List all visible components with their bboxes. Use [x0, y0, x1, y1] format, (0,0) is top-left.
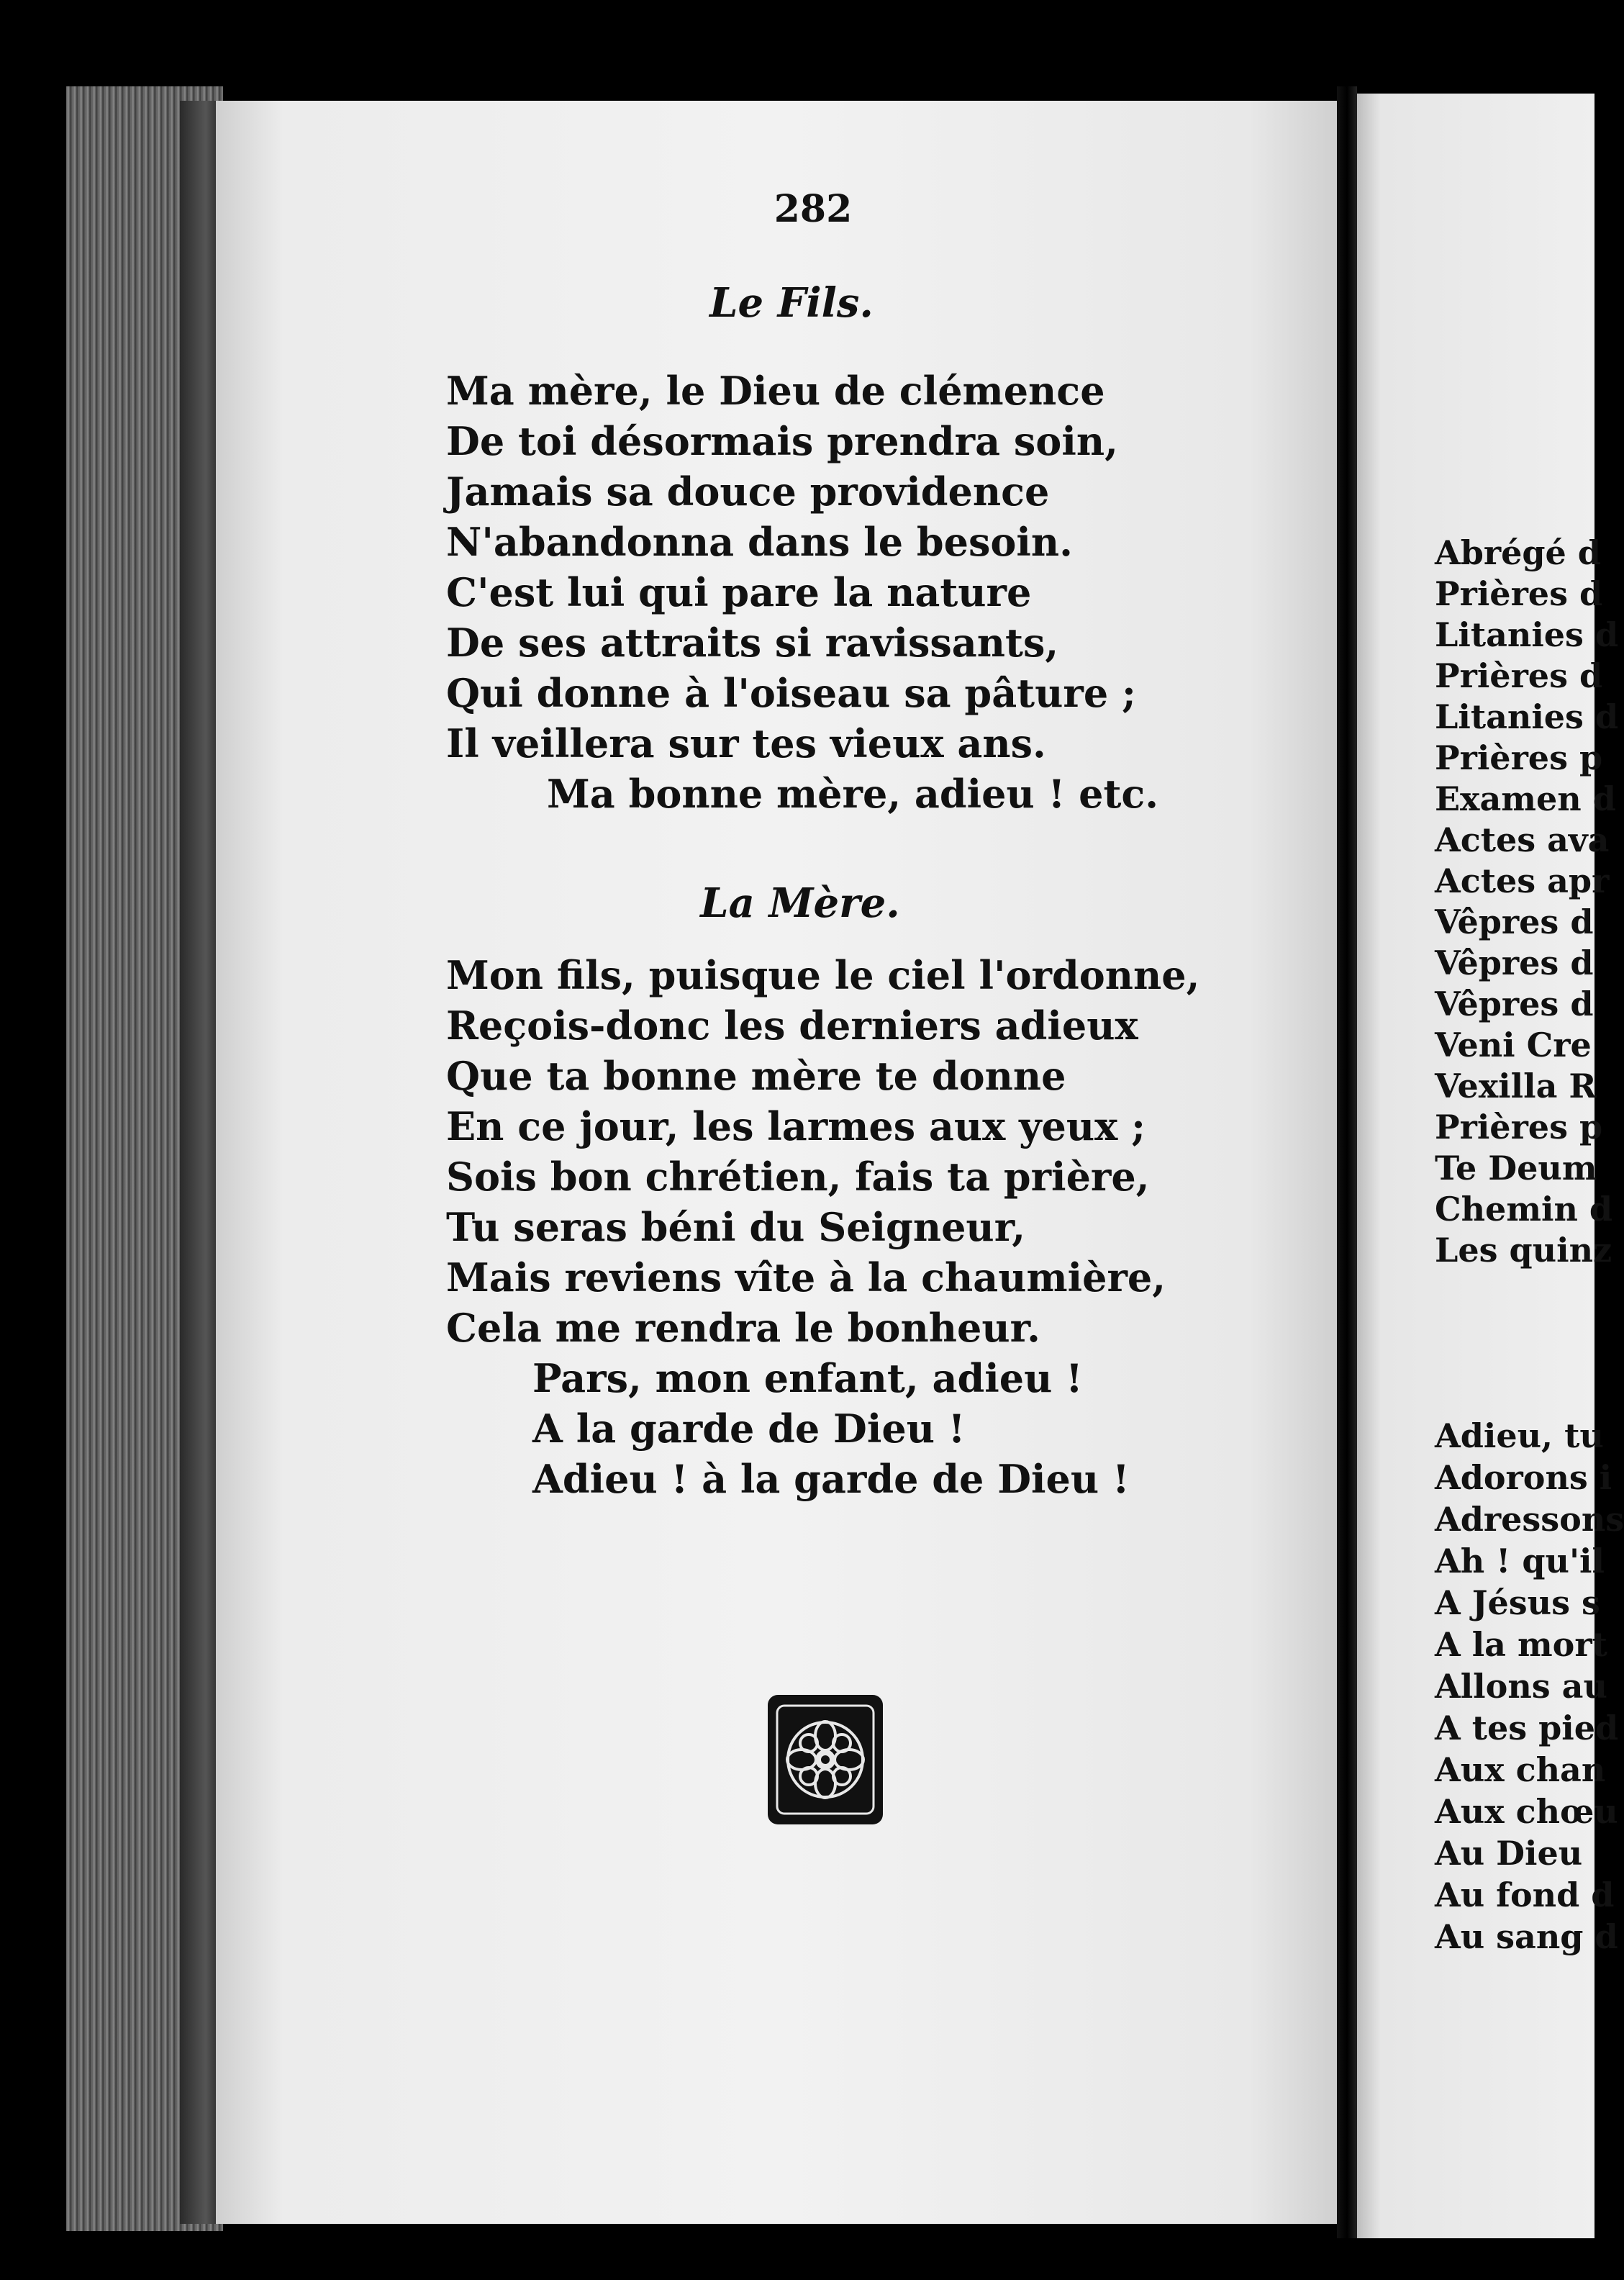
verse-line: Tu seras béni du Seigneur,	[446, 1204, 1026, 1250]
toc-entry: Ah ! qu'il	[1435, 1542, 1605, 1580]
verse-line: Que ta bonne mère te donne	[446, 1053, 1066, 1099]
toc-entry: Prières p	[1435, 1108, 1603, 1146]
toc-entry: Prières p	[1435, 738, 1603, 777]
heading-la-mere: La Mère.	[700, 879, 900, 927]
toc-entry: Vêpres d	[1435, 902, 1594, 941]
toc-entry: Adieu, tu	[1435, 1416, 1604, 1455]
toc-entry: Adorons i	[1435, 1458, 1612, 1497]
toc-entry: Au fond d	[1435, 1876, 1615, 1914]
toc-entry: Abrégé d	[1435, 533, 1601, 572]
toc-entry: A la mort	[1435, 1625, 1607, 1664]
toc-entry: Vêpres d	[1435, 985, 1594, 1023]
toc-entry: Chemin d	[1435, 1190, 1613, 1229]
verse-line: Sois bon chrétien, fais ta prière,	[446, 1154, 1150, 1200]
toc-entry: Prières d	[1435, 656, 1603, 695]
verse-line: Il veillera sur tes vieux ans.	[446, 720, 1046, 766]
refrain-line: Adieu ! à la garde de Dieu !	[532, 1456, 1130, 1502]
refrain-line: Pars, mon enfant, adieu !	[532, 1355, 1083, 1401]
verse-line: Mais reviens vîte à la chaumière,	[446, 1254, 1166, 1300]
toc-entry: Allons au	[1435, 1667, 1607, 1706]
toc-entry: Te Deum	[1435, 1149, 1597, 1188]
toc-entry: Au Dieu	[1435, 1834, 1583, 1873]
verse-line: Mon fils, puisque le ciel l'ordonne,	[446, 952, 1200, 998]
verse-le-fils	[446, 366, 1158, 819]
verse-line: Qui donne à l'oiseau sa pâture ;	[446, 670, 1136, 716]
right-page-lower-list	[1435, 1415, 1624, 1958]
verse-line: Reçois-donc les derniers adieux	[446, 1003, 1138, 1049]
verse-line: C'est lui qui pare la nature	[446, 569, 1032, 615]
toc-entry: Veni Cre	[1435, 1026, 1592, 1064]
refrain-line: A la garde de Dieu !	[532, 1406, 966, 1452]
toc-entry: Les quinz	[1435, 1231, 1612, 1270]
verse-la-mere	[446, 950, 1199, 1504]
toc-entry: Actes ava	[1435, 820, 1610, 859]
toc-entry: A tes pied	[1435, 1709, 1619, 1747]
verse-line: En ce jour, les larmes aux yeux ;	[446, 1103, 1146, 1149]
toc-entry: Aux chœu	[1435, 1792, 1618, 1831]
toc-entry: Vêpres d	[1435, 944, 1594, 982]
toc-entry: Vexilla R	[1435, 1067, 1597, 1105]
verse-line: Jamais sa douce providence	[446, 469, 1050, 515]
verse-line: De toi désormais prendra soin,	[446, 418, 1118, 464]
toc-entry: Litanies d	[1435, 697, 1619, 736]
verse-line: De ses attraits si ravissants,	[446, 620, 1059, 666]
toc-entry: Prières d	[1435, 574, 1603, 613]
book-gutter	[1337, 86, 1357, 2238]
rosette-ornament-icon	[764, 1691, 886, 1828]
toc-entry: A Jésus s	[1435, 1583, 1600, 1622]
toc-entry: Actes apr	[1435, 861, 1610, 900]
toc-entry: Aux chan	[1435, 1750, 1606, 1789]
heading-le-fils: Le Fils.	[709, 279, 874, 327]
verse-line: Cela me rendra le bonheur.	[446, 1305, 1040, 1351]
verse-line: N'abandonna dans le besoin.	[446, 519, 1073, 565]
toc-entry: Litanies d	[1435, 615, 1619, 654]
page-number: 282	[774, 187, 853, 231]
right-page-upper-list	[1435, 533, 1618, 1271]
toc-entry: Au sang d	[1435, 1917, 1618, 1956]
toc-entry: Adressons	[1435, 1500, 1624, 1539]
refrain-line: Ma bonne mère, adieu ! etc.	[547, 771, 1159, 817]
toc-entry: Examen d	[1435, 779, 1616, 818]
verse-line: Ma mère, le Dieu de clémence	[446, 368, 1105, 414]
